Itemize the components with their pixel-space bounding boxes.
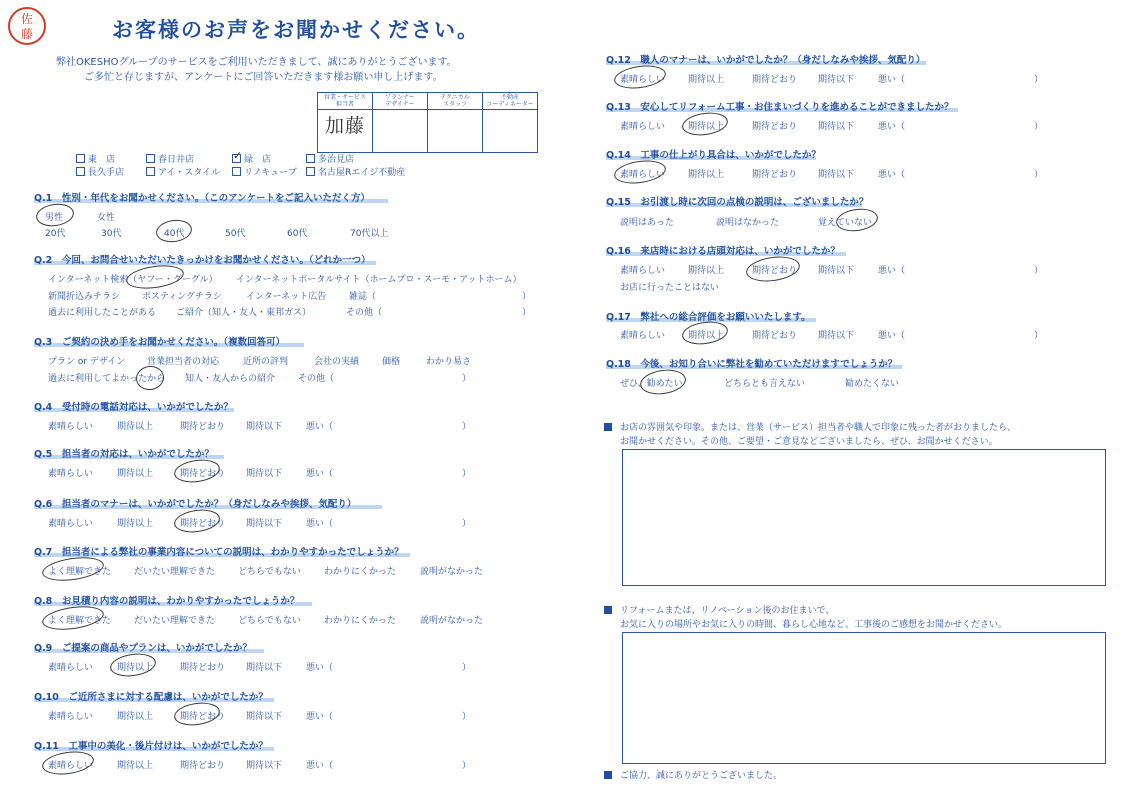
bullet-square-icon (604, 606, 612, 614)
question-q18: Q.18 今後、お知り合いに弊社を勧めていただけますでしょうか？ (606, 356, 897, 370)
q9-option[interactable]: 素晴らしい (48, 663, 94, 673)
checkbox-icon[interactable] (76, 167, 85, 176)
checkbox-checked-icon[interactable]: ✓ (233, 149, 243, 162)
q13-option[interactable]: 期待以上 (688, 122, 725, 132)
question-q9: Q.9 ご提案の商品やプランは、いかがでしたか？ (34, 640, 252, 654)
q17-option[interactable]: 期待以下 (818, 331, 855, 341)
q12-paren: ） (1034, 75, 1044, 85)
question-q15: Q.15 お引渡し時に次回の点検の説明は、ございましたか？ (606, 197, 869, 208)
store-option[interactable]: 多治見店 (306, 152, 354, 165)
store-option[interactable]: リノキューブ (232, 165, 297, 178)
q3-paren: ） (462, 374, 472, 384)
q6-option[interactable]: 期待どおり (180, 519, 226, 529)
q3-option[interactable]: 近所の評判 (243, 357, 289, 367)
after-reform-comment-box[interactable] (622, 632, 1106, 764)
q10-paren: ） (462, 712, 472, 722)
handwritten-circle (41, 603, 105, 633)
q10-option[interactable]: 期待どおり (180, 712, 226, 722)
q2-option[interactable]: その他（ (346, 308, 383, 318)
bullet-square-icon (604, 771, 612, 779)
q5-option[interactable]: 悪い（ (306, 469, 334, 479)
q2-option[interactable]: ご紹介（知人・友人・東邦ガス） (176, 308, 312, 318)
handwritten-circle (125, 262, 185, 292)
free-comment-prompt-2: お聞かせください。その他、ご要望・ご意見などございましたら、ぜひ、お聞かせください。 (620, 437, 998, 447)
q18-option[interactable]: どちらとも言えない (724, 379, 806, 389)
q12-option[interactable]: 素晴らしい (620, 75, 666, 85)
q14-option[interactable]: 悪い（ (878, 170, 906, 180)
q2-option[interactable]: 新聞折込みチラシ (48, 292, 121, 302)
q7-option[interactable]: よく理解できた (48, 567, 112, 577)
checkbox-icon[interactable] (232, 167, 241, 176)
staff-realestate-cell[interactable] (483, 110, 538, 153)
checkbox-icon[interactable] (306, 167, 315, 176)
q11-option[interactable]: 期待以上 (117, 761, 154, 771)
q14-paren: ） (1034, 170, 1044, 180)
q1-option[interactable]: 男性 (45, 213, 64, 223)
q2-option[interactable]: 雑誌（ (349, 292, 377, 302)
question-q8: Q.8 お見積り内容の説明は、わかりやすかったでしょうか？ (34, 593, 299, 607)
question-q5: Q.5 担当者の対応は、いかがでしたか？ (34, 446, 214, 460)
q6-paren: ） (462, 519, 472, 529)
q12-option[interactable]: 悪い（ (878, 75, 906, 85)
q8-option[interactable]: よく理解できた (48, 616, 112, 626)
q7-option[interactable]: どちらでもない (238, 567, 301, 577)
handwritten-circle (835, 206, 880, 234)
handwritten-circle (681, 110, 730, 138)
q10-option[interactable]: 期待以上 (117, 712, 154, 722)
q12-option[interactable]: 期待以下 (818, 75, 855, 85)
store-option[interactable]: 長久手店 (76, 165, 124, 178)
q9-option[interactable]: 期待どおり (180, 663, 226, 673)
q1-option[interactable]: 女性 (97, 213, 116, 223)
q5-paren: ） (462, 469, 472, 479)
handwritten-circle (134, 364, 165, 392)
q14-option[interactable]: 期待以下 (818, 170, 855, 180)
q16-option[interactable]: 悪い（ (878, 266, 906, 276)
q13-option[interactable]: 期待どおり (752, 122, 798, 132)
free-comment-box[interactable] (622, 449, 1106, 586)
q3-option[interactable]: 営業担当者の対応 (147, 357, 220, 367)
q3-option[interactable]: わかり易さ (426, 357, 472, 367)
q10-option[interactable]: 素晴らしい (48, 712, 94, 722)
q3-option[interactable]: 過去に利用してよかったから (48, 374, 166, 384)
staff-header-sales: 営業・サービス 担当者 (318, 93, 373, 110)
q12-option[interactable]: 期待以上 (688, 75, 725, 85)
q1-option[interactable]: 20代 (45, 229, 66, 239)
handwritten-circle (639, 367, 688, 397)
q5-option[interactable]: 期待以上 (117, 469, 154, 479)
q7-option[interactable]: わかりにくかった (324, 567, 397, 577)
q13-paren: ） (1034, 122, 1044, 132)
after-reform-prompt-1: リフォームまたは、リノベーション後のお住まいで、 (620, 606, 835, 616)
q16-option[interactable]: 期待以下 (818, 266, 855, 276)
intro-line-2: ご多忙と存じますが、アンケートにご回答いただきます様お願い申し上げます。 (84, 72, 443, 83)
q7-option[interactable]: だいたい理解できた (134, 567, 216, 577)
question-q13: Q.13 安心してリフォーム工事・お住まいづくりを進めることができましたか？ (606, 99, 953, 113)
q1-option[interactable]: 60代 (287, 229, 308, 239)
handwritten-circle (155, 218, 194, 245)
question-q10: Q.10 ご近所さまに対する配慮は、いかがでしたか？ (34, 689, 268, 703)
handwritten-circle (41, 554, 105, 584)
question-q14: Q.14 工事の仕上がり具合は、いかがでしたか？ (606, 150, 821, 161)
q14-option[interactable]: 期待どおり (752, 170, 798, 180)
q15-option[interactable]: 覚えていない (818, 218, 873, 228)
question-q1: Q.1 性別・年代をお聞かせください。（このアンケートをご記入いただく方） (34, 190, 370, 204)
q6-option[interactable]: 素晴らしい (48, 519, 94, 529)
q1-option[interactable]: 70代以上 (350, 229, 389, 239)
q1-option[interactable]: 50代 (225, 229, 246, 239)
q17-option[interactable]: 悪い（ (878, 331, 906, 341)
q3-option[interactable]: 価格 (382, 357, 401, 367)
q8-option[interactable]: わかりにくかった (324, 616, 397, 626)
question-q3: Q.3 ご契約の決め手をお聞かせください。（複数回答可） (34, 334, 285, 348)
store-option[interactable]: アイ・スタイル (146, 165, 220, 178)
handwritten-circle (613, 157, 668, 186)
q18-option[interactable]: ぜひ、勧めたい (620, 379, 683, 389)
q4-option[interactable]: 素晴らしい (48, 422, 94, 432)
after-reform-prompt-2: お気に入りの場所やお気に入りの時間、暮らし心地など、工事後のご感想をお聞かせください。 (620, 620, 1008, 630)
q9-paren: ） (462, 663, 472, 673)
q7-option[interactable]: 説明がなかった (420, 567, 484, 577)
question-q17: Q.17 弊社への総合評価をお願いいたします。 (606, 309, 811, 323)
q17-option[interactable]: 期待以上 (688, 331, 725, 341)
question-q16: Q.16 来店時における店頭対応は、いかがでしたか？ (606, 243, 840, 257)
q3-option[interactable]: その他（ (298, 374, 335, 384)
seal-char-2: 藤 (20, 27, 33, 41)
intro-line-1: 弊社OKESHOグループのサービスをご利用いただきまして、誠にありがとうございます。 (56, 57, 457, 68)
q14-option[interactable]: 素晴らしい (620, 170, 666, 180)
q11-paren: ） (462, 761, 472, 771)
staff-planner-cell[interactable] (373, 110, 428, 153)
checkbox-icon[interactable] (146, 167, 155, 176)
q11-option[interactable]: 期待以下 (246, 761, 283, 771)
staff-technical-cell[interactable] (428, 110, 483, 153)
q5-option[interactable]: 素晴らしい (48, 469, 94, 479)
q2-option[interactable]: インターネット検索（ヤフー・グーグル） (48, 275, 218, 285)
handwritten-circle (35, 201, 76, 228)
q13-option[interactable]: 期待以下 (818, 122, 855, 132)
q17-paren: ） (1034, 331, 1044, 341)
q8-option[interactable]: 説明がなかった (420, 616, 484, 626)
q16-option[interactable]: お店に行ったことはない (620, 283, 720, 293)
q10-option[interactable]: 期待以下 (246, 712, 283, 722)
q2-option[interactable]: インターネット広告 (246, 292, 327, 302)
q14-option[interactable]: 期待以上 (688, 170, 725, 180)
q5-option[interactable]: 期待どおり (180, 469, 226, 479)
q15-option[interactable]: 説明はなかった (716, 218, 780, 228)
handwritten-circle (681, 319, 730, 347)
handwritten-circle (613, 62, 668, 91)
handwritten-circle (173, 700, 222, 728)
q17-option[interactable]: 期待どおり (752, 331, 798, 341)
q16-option[interactable]: 期待以上 (688, 266, 725, 276)
checkbox-icon[interactable] (306, 154, 315, 163)
store-option[interactable]: 名古屋Rエイジ不動産 (306, 165, 405, 178)
q4-option[interactable]: 期待以上 (117, 422, 154, 432)
q8-option[interactable]: どちらでもない (238, 616, 301, 626)
q9-option[interactable]: 期待以下 (246, 663, 283, 673)
q11-option[interactable]: 期待どおり (180, 761, 226, 771)
q9-option[interactable]: 期待以上 (117, 663, 154, 673)
q4-option[interactable]: 期待以下 (246, 422, 283, 432)
q18-option[interactable]: 勧めたくない (845, 379, 900, 389)
handwritten-circle (41, 748, 96, 777)
question-q6: Q.6 担当者のマナーは、いかがでしたか？（身だしなみや挨拶、気配り） (34, 496, 356, 510)
q2-paren: ） (522, 292, 532, 302)
question-q2: Q.2 今回、お問合せいただいたきっかけをお聞かせください。（どれか一つ） (34, 252, 371, 266)
q16-option[interactable]: 期待どおり (752, 266, 798, 276)
q6-option[interactable]: 期待以上 (117, 519, 154, 529)
closing-message: ご協力、誠にありがとうございました。 (620, 771, 783, 781)
q13-option[interactable]: 悪い（ (878, 122, 906, 132)
q2-option[interactable]: ポスティングチラシ (142, 292, 222, 302)
q4-paren: ） (462, 422, 472, 432)
seal-stamp (8, 7, 46, 45)
staff-header-realestate: 不動産 コーディネーター (483, 93, 538, 110)
q17-option[interactable]: 素晴らしい (620, 331, 666, 341)
staff-table (317, 92, 538, 153)
handwritten-circle (173, 457, 222, 485)
q1-option[interactable]: 30代 (101, 229, 122, 239)
q16-option[interactable]: 素晴らしい (620, 266, 666, 276)
q2-option[interactable]: インターネットポータルサイト（ホームプロ・スーモ・アットホーム） (236, 275, 522, 285)
handwritten-circle (745, 253, 802, 284)
checkbox-icon[interactable] (146, 154, 155, 163)
bullet-square-icon (604, 423, 612, 431)
q13-option[interactable]: 素晴らしい (620, 122, 666, 132)
question-q12: Q.12 職人のマナーは、いかがでしたか？（身だしなみや挨拶、気配り） (606, 55, 926, 66)
q15-option[interactable]: 説明はあった (620, 218, 674, 228)
handwritten-circle (109, 651, 158, 679)
q8-option[interactable]: だいたい理解できた (134, 616, 216, 626)
store-option[interactable]: 春日井店 (146, 152, 194, 165)
handwritten-staff-name: 加藤 (324, 115, 365, 137)
q3-option[interactable]: プラン or デザイン (48, 357, 126, 367)
q6-option[interactable]: 期待以下 (246, 519, 283, 529)
q2-paren: ） (522, 308, 532, 318)
store-option[interactable]: ✓ 緑 店 (233, 149, 272, 165)
q12-option[interactable]: 期待どおり (752, 75, 798, 85)
q1-option[interactable]: 40代 (164, 229, 185, 239)
q6-option[interactable]: 悪い（ (306, 519, 334, 529)
staff-sales-cell[interactable] (318, 110, 373, 153)
question-q11: Q.11 工事中の美化・後片付けは、いかがでしたか？ (34, 738, 268, 752)
staff-header-technical: テクニカル スタッフ (428, 93, 483, 110)
q10-option[interactable]: 悪い（ (306, 712, 334, 722)
store-option[interactable]: 東 店 (76, 152, 115, 165)
page-title: お客様のお声をお聞かせください。 (112, 18, 480, 42)
q2-option[interactable]: 過去に利用したことがある (48, 308, 157, 318)
q4-option[interactable]: 期待どおり (180, 422, 226, 432)
question-q7: Q.7 担当者による弊社の事業内容についての説明は、わかりやすかったでしょうか？ (34, 544, 404, 558)
checkbox-icon[interactable] (76, 154, 85, 163)
q11-option[interactable]: 悪い（ (306, 761, 334, 771)
q11-option[interactable]: 素晴らしい (48, 761, 94, 771)
free-comment-prompt-1: お店の雰囲気や印象。または、営業（サービス）担当者や職人で印象に残った者がおりましたら、 (620, 423, 1017, 433)
q3-option[interactable]: 知人・友人からの紹介 (185, 374, 276, 384)
q3-option[interactable]: 会社の実績 (314, 357, 360, 367)
seal-char-1: 佐 (20, 12, 33, 26)
staff-header-planner: プランナー デザイナー (373, 93, 428, 110)
question-q4: Q.4 受付時の電話対応は、いかがでしたか？ (34, 402, 233, 413)
q5-option[interactable]: 期待以下 (246, 469, 283, 479)
q9-option[interactable]: 悪い（ (306, 663, 334, 673)
q16-paren: ） (1034, 266, 1044, 276)
q4-option[interactable]: 悪い（ (306, 422, 334, 432)
handwritten-circle (173, 507, 222, 535)
